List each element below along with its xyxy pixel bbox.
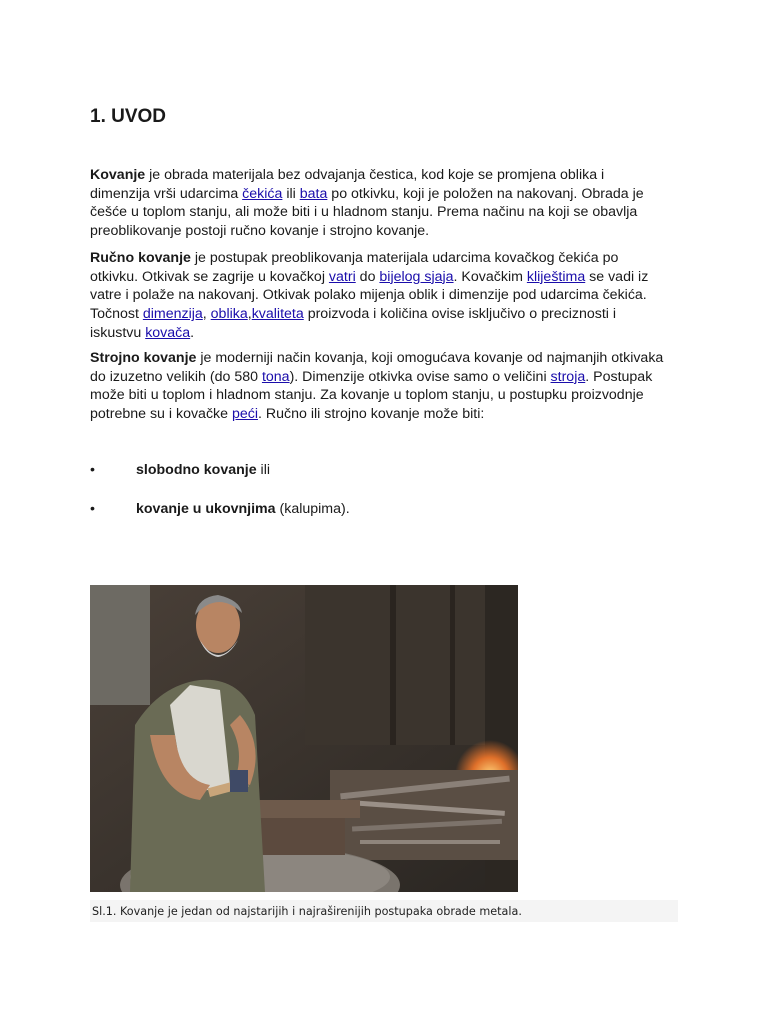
photo-illustration	[90, 585, 518, 892]
paragraph-text: ,	[202, 306, 211, 323]
paragraph-text: je moderniji način kovanja, koji omogućava kovanje od najmanjih otkivaka do izuzetno velikih (do 580	[90, 350, 664, 385]
link-kliestima[interactable]: kliještima	[526, 268, 586, 285]
paragraph-text: po otkivku, koji je položen na nakovanj. Obrada je češće u toplom stanju, ali može biti i u hladnom stanju. Prema načinu na koji se obavlja preoblikovanje postoji ručno kovanje i strojno kovanje.	[90, 185, 644, 240]
link-tona[interactable]: tona	[261, 368, 290, 385]
paragraph-text: ). Dimenzije otkivka ovise samo o veličini	[289, 368, 551, 385]
paragraph-text: je postupak preoblikovanja materijala udarcima kovačkog čekića po otkivku. Otkivak se zagrije u kovačkoj	[90, 250, 619, 285]
list-item-term: slobodno kovanje	[136, 462, 257, 478]
link-vatri[interactable]: vatri	[328, 268, 356, 285]
paragraph-text: ,	[247, 306, 252, 323]
term-strojno-kovanje: Strojno kovanje	[90, 350, 197, 366]
link-stroja[interactable]: stroja	[550, 368, 586, 385]
bullet-icon: •	[90, 501, 95, 517]
paragraph-text: do	[355, 268, 380, 285]
paragraph-text: . Kovačkim	[453, 268, 527, 285]
paragraph-text: ili	[282, 185, 300, 202]
list-item-term: kovanje u ukovnjima	[136, 501, 276, 517]
bullet-icon: •	[90, 462, 95, 478]
list-item-text	[136, 461, 270, 480]
paragraph-kovanje	[90, 166, 665, 241]
link-cekica[interactable]: čekića	[242, 185, 283, 202]
link-peci[interactable]: peći	[231, 406, 258, 423]
section-heading: 1. UVOD	[90, 106, 167, 127]
figure-caption: Sl.1. Kovanje je jedan od najstarijih i najraširenijih postupaka obrade metala.	[92, 905, 522, 918]
blacksmith-photo	[90, 585, 518, 892]
link-dimenzija[interactable]: dimenzija	[142, 306, 203, 323]
list-item-rest: (kalupima).	[275, 501, 350, 517]
paragraph-text: se vadi iz vatre i polaže na nakovanj. Otkivak polako mijenja oblik i dimenzije pod udarcima čekića. Točnost	[90, 268, 649, 323]
link-bata[interactable]: bata	[299, 185, 328, 202]
paragraph-text: . Postupak može biti u toplom i hladnom stanju. Za kovanje u toplom stanju, u postupku proizvodnje potrebne su i kovačke	[90, 368, 653, 423]
link-kvaliteta[interactable]: kvaliteta	[251, 306, 304, 323]
link-oblika[interactable]: oblika	[210, 306, 248, 323]
paragraph-text: je obrada materijala bez odvajanja čestica, kod koje se promjena oblika i dimenzija vrši udarcima	[90, 167, 605, 202]
link-kovaca[interactable]: kovača	[145, 324, 191, 341]
list-item-rest: ili	[256, 462, 271, 478]
paragraph-text: . Ručno ili strojno kovanje može biti:	[258, 406, 485, 423]
term-kovanje: Kovanje	[90, 167, 146, 183]
paragraph-text: proizvoda i količina ovise isključivo o preciznosti i iskustvu	[90, 306, 617, 341]
paragraph-rucno-kovanje	[90, 249, 665, 343]
paragraph-text: .	[190, 324, 195, 341]
caption-bar	[90, 900, 678, 922]
list-item-text	[136, 500, 350, 519]
term-rucno-kovanje: Ručno kovanje	[90, 250, 191, 266]
link-bijelog-sjaja[interactable]: bijelog sjaja	[379, 268, 454, 285]
paragraph-strojno-kovanje	[90, 349, 665, 424]
